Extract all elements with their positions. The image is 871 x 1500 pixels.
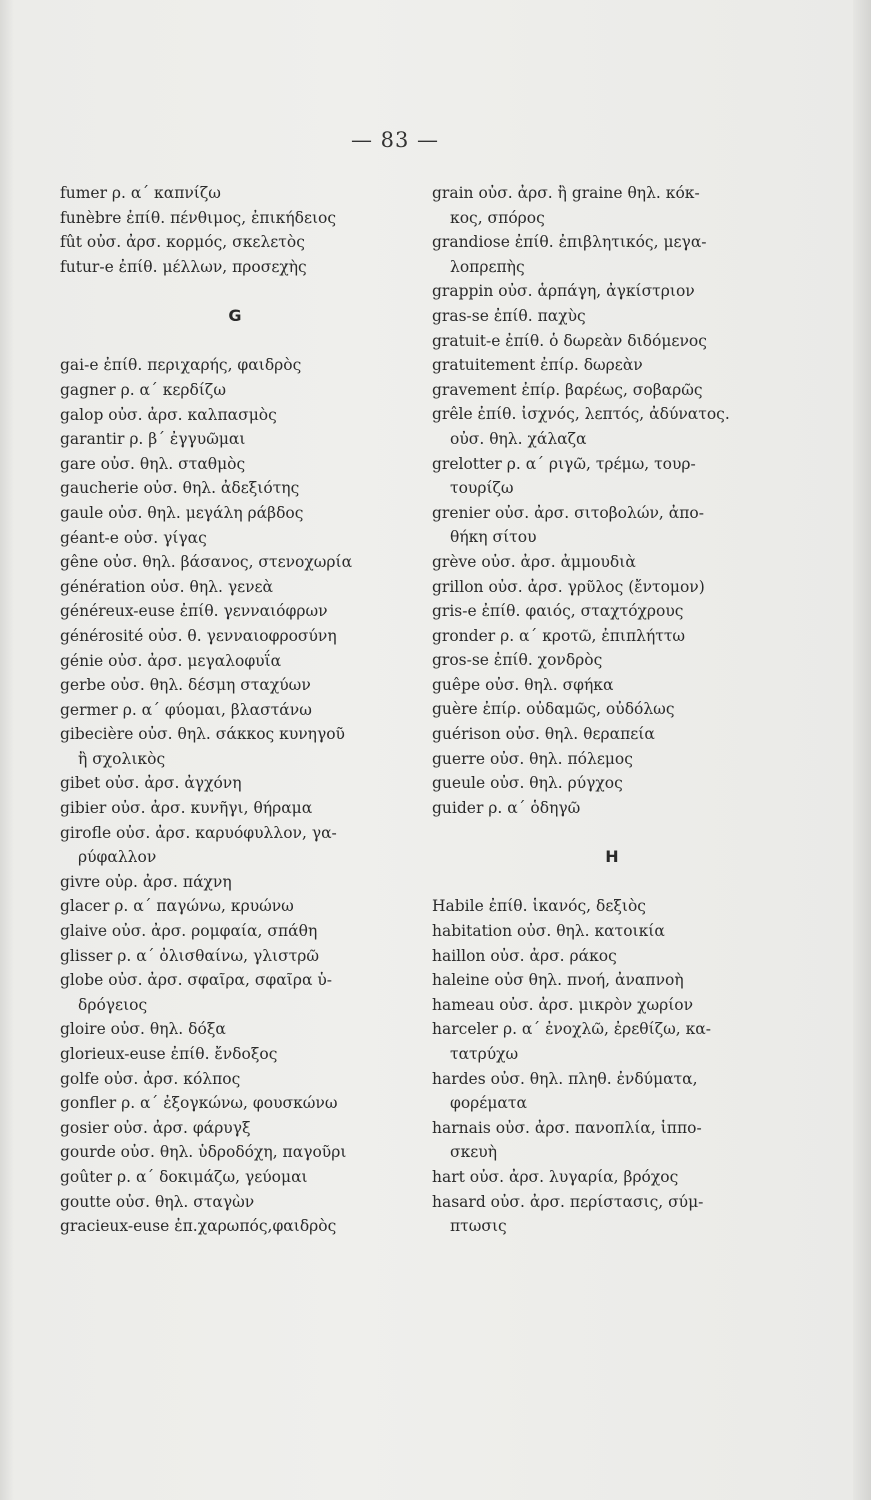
dictionary-entry: germer ρ. α΄ φύομαι, βλαστάνω: [60, 700, 312, 719]
right-block-h: [432, 894, 792, 1238]
dictionary-entry: goûter ρ. α΄ δοκιμάζω, γεύομαι: [60, 1167, 308, 1186]
dictionary-entry: grelotter ρ. α΄ ριγῶ, τρέμω, τουρ-: [432, 454, 696, 473]
left-block-g: [60, 353, 410, 1238]
dictionary-entry: guerre οὐσ. θηλ. πόλεμος: [432, 749, 633, 768]
dictionary-entry: gueule οὐσ. θηλ. ρύγχος: [432, 774, 623, 793]
dictionary-entry: glaive οὐσ. ἀρσ. ρομφαία, σπάθη: [60, 922, 318, 941]
dictionary-entry: grandiose ἐπίθ. ἐπιβλητικός, μεγα-: [432, 233, 707, 252]
dictionary-entry: gras-se ἐπίθ. παχὺς: [432, 306, 586, 325]
dictionary-entry: gonfler ρ. α΄ ἐξογκώνω, φουσκώνω: [60, 1094, 338, 1113]
dictionary-entry: galop οὐσ. ἀρσ. καλπασμὸς: [60, 405, 277, 424]
dictionary-entry: golfe οὐσ. ἀρσ. κόλπος: [60, 1069, 241, 1088]
dictionary-entry: hart οὐσ. ἀρσ. λυγαρία, βρόχος: [432, 1167, 679, 1186]
entry-continuation: τατρύχω: [450, 1045, 519, 1063]
dictionary-entry: hasard οὐσ. ἀρσ. περίστασις, σύμ-: [432, 1192, 704, 1211]
dictionary-entry: habitation οὐσ. θηλ. κατοικία: [432, 922, 665, 941]
section-letter-h: H: [605, 847, 619, 867]
dictionary-entry: gronder ρ. α΄ κροτῶ, ἐπιπλήττω: [432, 626, 686, 645]
dictionary-entry: haleine οὐσ θηλ. πνοή, ἀναπνοὴ: [432, 971, 684, 990]
dictionary-entry: guère ἐπίρ. οὐδαμῶς, οὐδόλως: [432, 700, 675, 719]
entry-continuation: κος, σπόρος: [450, 208, 545, 227]
dictionary-entry: guider ρ. α΄ ὁδηγῶ: [432, 798, 581, 817]
page-number: — 83 —: [350, 128, 440, 152]
dictionary-entry: guêpe οὐσ. θηλ. σφήκα: [432, 675, 614, 694]
dictionary-entry: grenier οὐσ. ἀρσ. σιτοβολών, ἀπο-: [432, 503, 704, 522]
dictionary-entry: grappin οὐσ. ἁρπάγη, ἀγκίστριον: [432, 282, 695, 301]
dictionary-entry: généreux-euse ἐπίθ. γενναιόφρων: [60, 602, 328, 621]
dictionary-entry: glisser ρ. α΄ ὀλισθαίνω, γλιστρῶ: [60, 946, 320, 965]
entry-continuation: σκευὴ: [450, 1143, 498, 1162]
dictionary-entry: gloire οὐσ. θηλ. δόξα: [60, 1020, 226, 1039]
entry-continuation: ἢ σχολικὸς: [78, 749, 166, 768]
section-letter-g: G: [228, 306, 242, 326]
entry-continuation: τουρίζω: [450, 479, 514, 498]
right-column: [432, 181, 792, 1239]
dictionary-entry: gaucherie οὐσ. θηλ. ἀδεξιότης: [60, 479, 300, 498]
dictionary-entry: gibecière οὐσ. θηλ. σάκκος κυνηγοῦ: [60, 725, 345, 744]
dictionary-entry: gaule οὐσ. θηλ. μεγάλη ράβδος: [60, 503, 304, 522]
dictionary-entry: génie οὐσ. ἀρσ. μεγαλοφυΐα: [60, 651, 282, 670]
dictionary-entry: générosité οὐσ. θ. γενναιοφροσύνη: [60, 626, 337, 645]
dictionary-entry: glacer ρ. α΄ παγώνω, κρυώνω: [60, 897, 294, 916]
dictionary-entry: gare οὐσ. θηλ. σταθμὸς: [60, 454, 246, 473]
dictionary-entry: gris-e ἐπίθ. φαιός, σταχτόχρους: [432, 602, 684, 621]
dictionary-entry: grève οὐσ. ἀρσ. ἀμμουδιὰ: [432, 552, 636, 571]
dictionary-entry: fumer ρ. α΄ καπνίζω: [60, 184, 221, 202]
entry-continuation: ρύφαλλον: [78, 848, 157, 867]
dictionary-entry: gêne οὐσ. θηλ. βάσανος, στενοχωρία: [60, 553, 353, 572]
dictionary-entry: harnais οὐσ. ἀρσ. πανοπλία, ἱππο-: [432, 1118, 702, 1137]
dictionary-entry: grain οὐσ. ἀρσ. ἢ graine θηλ. κόκ-: [432, 184, 700, 202]
dictionary-entry: gratuit-e ἐπίθ. ὁ δωρεὰν διδόμενος: [432, 331, 707, 350]
dictionary-entry: gravement ἐπίρ. βαρέως, σοβαρῶς: [432, 380, 703, 399]
dictionary-entry: givre οὐρ. ἀρσ. πάχνη: [60, 872, 232, 891]
dictionary-entry: hameau οὐσ. ἀρσ. μικρὸν χωρίον: [432, 995, 694, 1014]
dictionary-entry: fût οὐσ. ἀρσ. κορμός, σκελετὸς: [60, 233, 305, 252]
dictionary-entry: girofle οὐσ. ἀρσ. καρυόφυλλον, γα-: [60, 823, 337, 842]
dictionary-entry: grillon οὐσ. ἀρσ. γρῦλος (ἔντομον): [432, 577, 705, 596]
entry-continuation: λοπρεπὴς: [450, 257, 525, 276]
dictionary-entry: hardes οὐσ. θηλ. πληθ. ἐνδύματα,: [432, 1069, 698, 1088]
dictionary-entry: garantir ρ. β΄ ἐγγυῶμαι: [60, 430, 246, 449]
dictionary-entry: gourde οὐσ. θηλ. ὑδροδόχη, παγοῦρι: [60, 1143, 347, 1162]
dictionary-entry: gibet οὐσ. ἀρσ. ἀγχόνη: [60, 774, 242, 793]
dictionary-entry: harceler ρ. α΄ ἐνοχλῶ, ἐρεθίζω, κα-: [432, 1020, 711, 1039]
entry-continuation: φορέματα: [450, 1094, 527, 1113]
dictionary-entry: futur-e ἐπίθ. μέλλων, προσεχὴς: [60, 257, 307, 276]
dictionary-entry: grêle ἐπίθ. ἰσχνός, λεπτός, ἀδύνατος.: [432, 405, 730, 424]
dictionary-entry: gerbe οὐσ. θηλ. δέσμη σταχύων: [60, 676, 311, 695]
dictionary-entry: funèbre ἐπίθ. πένθιμος, ἐπικήδειος: [60, 208, 337, 227]
dictionary-entry: Habile ἐπίθ. ἱκανός, δεξιὸς: [432, 897, 646, 916]
entry-continuation: οὐσ. θηλ. χάλαζα: [450, 429, 587, 448]
dictionary-entry: guérison οὐσ. θηλ. θεραπεία: [432, 725, 655, 744]
dictionary-entry: gosier οὐσ. ἀρσ. φάρυγξ: [60, 1118, 251, 1137]
dictionary-entry: gibier οὐσ. ἀρσ. κυνῆγι, θήραμα: [60, 799, 313, 818]
entry-continuation: δρόγειος: [78, 995, 148, 1014]
dictionary-entry: génération οὐσ. θηλ. γενεὰ: [60, 577, 274, 596]
dictionary-entry: gai-e ἐπίθ. περιχαρής, φαιδρὸς: [60, 356, 302, 375]
entry-continuation: πτωσις: [450, 1217, 507, 1236]
dictionary-entry: gracieux-euse ἐπ.χαρωπός,φαιδρὸς: [60, 1217, 337, 1236]
dictionary-entry: haillon οὐσ. ἀρσ. ράκος: [432, 946, 617, 965]
dictionary-entry: globe οὐσ. ἀρσ. σφαῖρα, σφαῖρα ὑ-: [60, 971, 332, 990]
dictionary-entry: gratuitement ἐπίρ. δωρεὰν: [432, 356, 643, 375]
dictionary-entry: géant-e οὐσ. γίγας: [60, 528, 207, 547]
page-edge: [853, 0, 871, 1500]
dictionary-entry: glorieux-euse ἐπίθ. ἔνδοξος: [60, 1045, 278, 1063]
entry-continuation: θήκη σίτου: [450, 528, 537, 547]
dictionary-entry: goutte οὐσ. θηλ. σταγὼν: [60, 1192, 255, 1211]
left-block-f: [60, 181, 410, 279]
right-block-g: [432, 181, 792, 820]
dictionary-entry: gagner ρ. α΄ κερδίζω: [60, 380, 226, 399]
left-column: [60, 181, 410, 1239]
dictionary-entry: gros-se ἐπίθ. χονδρὸς: [432, 651, 603, 670]
